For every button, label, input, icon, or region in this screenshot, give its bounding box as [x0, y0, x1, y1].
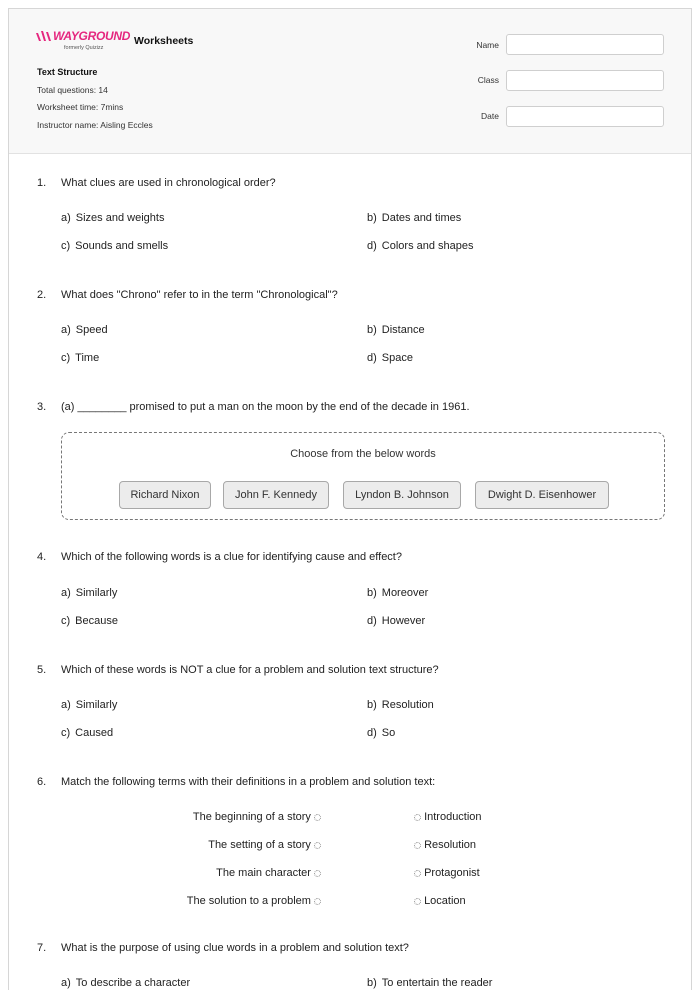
- option-d[interactable]: d) So: [367, 727, 396, 739]
- question-number: 1.: [37, 177, 47, 189]
- worksheet-time: Worksheet time: 7mins: [37, 102, 124, 112]
- word-bank-title: Choose from the below words: [290, 448, 436, 460]
- option-c[interactable]: c) Sounds and smells: [61, 240, 169, 252]
- option-d[interactable]: d) Space: [367, 352, 413, 364]
- match-connector-icon[interactable]: [314, 898, 321, 905]
- brand-title: Worksheets: [134, 35, 194, 47]
- date-input[interactable]: [506, 106, 664, 127]
- match-connector-icon[interactable]: [414, 898, 421, 905]
- question-text: What clues are used in chronological order?: [61, 177, 276, 189]
- word-choice-chip[interactable]: John F. Kennedy: [223, 481, 329, 509]
- option-d[interactable]: d) However: [367, 615, 426, 627]
- name-label: Name: [476, 40, 499, 50]
- match-connector-icon[interactable]: [414, 842, 421, 849]
- option-b[interactable]: b) Resolution: [367, 699, 434, 711]
- option-a[interactable]: a) Speed: [61, 324, 108, 336]
- worksheet-header: [9, 9, 691, 154]
- match-right-item: Protagonist: [414, 867, 480, 879]
- worksheet-title: Text Structure: [37, 67, 98, 77]
- option-b[interactable]: b) Moreover: [367, 587, 429, 599]
- match-connector-icon[interactable]: [314, 870, 321, 877]
- question-number: 4.: [37, 551, 47, 563]
- question-number: 6.: [37, 776, 47, 788]
- word-choice-chip[interactable]: Dwight D. Eisenhower: [475, 481, 609, 509]
- match-left-item: The setting of a story: [208, 839, 321, 851]
- date-label: Date: [481, 111, 499, 121]
- option-b[interactable]: b) Dates and times: [367, 212, 462, 224]
- class-label: Class: [477, 75, 499, 85]
- question-number: 5.: [37, 664, 47, 676]
- match-right-item: Resolution: [414, 839, 476, 851]
- match-left-item: The main character: [216, 867, 321, 879]
- question-text: Which of the following words is a clue for identifying cause and effect?: [61, 551, 402, 563]
- name-input[interactable]: [506, 34, 664, 55]
- option-c[interactable]: c) Time: [61, 352, 100, 364]
- question-text: What is the purpose of using clue words in a problem and solution text?: [61, 942, 409, 954]
- logo-wordmark: WAYGROUND: [53, 29, 131, 43]
- match-connector-icon[interactable]: [414, 814, 421, 821]
- worksheet-page: [8, 8, 692, 990]
- option-d[interactable]: d) Colors and shapes: [367, 240, 474, 252]
- question-number: 7.: [37, 942, 47, 954]
- option-a[interactable]: a) Similarly: [61, 587, 118, 599]
- question-number: 2.: [37, 289, 47, 301]
- logo-subtext: formerly Quizizz: [64, 45, 104, 51]
- match-connector-icon[interactable]: [314, 842, 321, 849]
- word-bank: [61, 432, 665, 520]
- match-left-item: The beginning of a story: [193, 811, 321, 823]
- option-a[interactable]: a) Similarly: [61, 699, 118, 711]
- logo-mark-icon: [36, 31, 52, 42]
- instructor-name: Instructor name: Aisling Eccles: [37, 120, 153, 130]
- option-a[interactable]: a) To describe a character: [61, 977, 191, 989]
- question-number: 3.: [37, 401, 47, 413]
- class-input[interactable]: [506, 70, 664, 91]
- question-text: Which of these words is NOT a clue for a problem and solution text structure?: [61, 664, 439, 676]
- option-b[interactable]: b) Distance: [367, 324, 425, 336]
- match-right-item: Location: [414, 895, 466, 907]
- question-text: (a) ________ promised to put a man on the moon by the end of the decade in 1961.: [61, 401, 470, 413]
- option-c[interactable]: c) Caused: [61, 727, 114, 739]
- word-choice-chip[interactable]: Lyndon B. Johnson: [343, 481, 461, 509]
- option-a[interactable]: a) Sizes and weights: [61, 212, 165, 224]
- match-left-item: The solution to a problem: [187, 895, 321, 907]
- option-c[interactable]: c) Because: [61, 615, 118, 627]
- wayground-logo: [36, 28, 132, 58]
- option-b[interactable]: b) To entertain the reader: [367, 977, 493, 989]
- match-connector-icon[interactable]: [314, 814, 321, 821]
- match-right-item: Introduction: [414, 811, 482, 823]
- word-choice-chip[interactable]: Richard Nixon: [119, 481, 211, 509]
- question-text: What does "Chrono" refer to in the term "Chronological"?: [61, 289, 338, 301]
- match-connector-icon[interactable]: [414, 870, 421, 877]
- question-text: Match the following terms with their definitions in a problem and solution text:: [61, 776, 436, 788]
- total-questions: Total questions: 14: [37, 85, 108, 95]
